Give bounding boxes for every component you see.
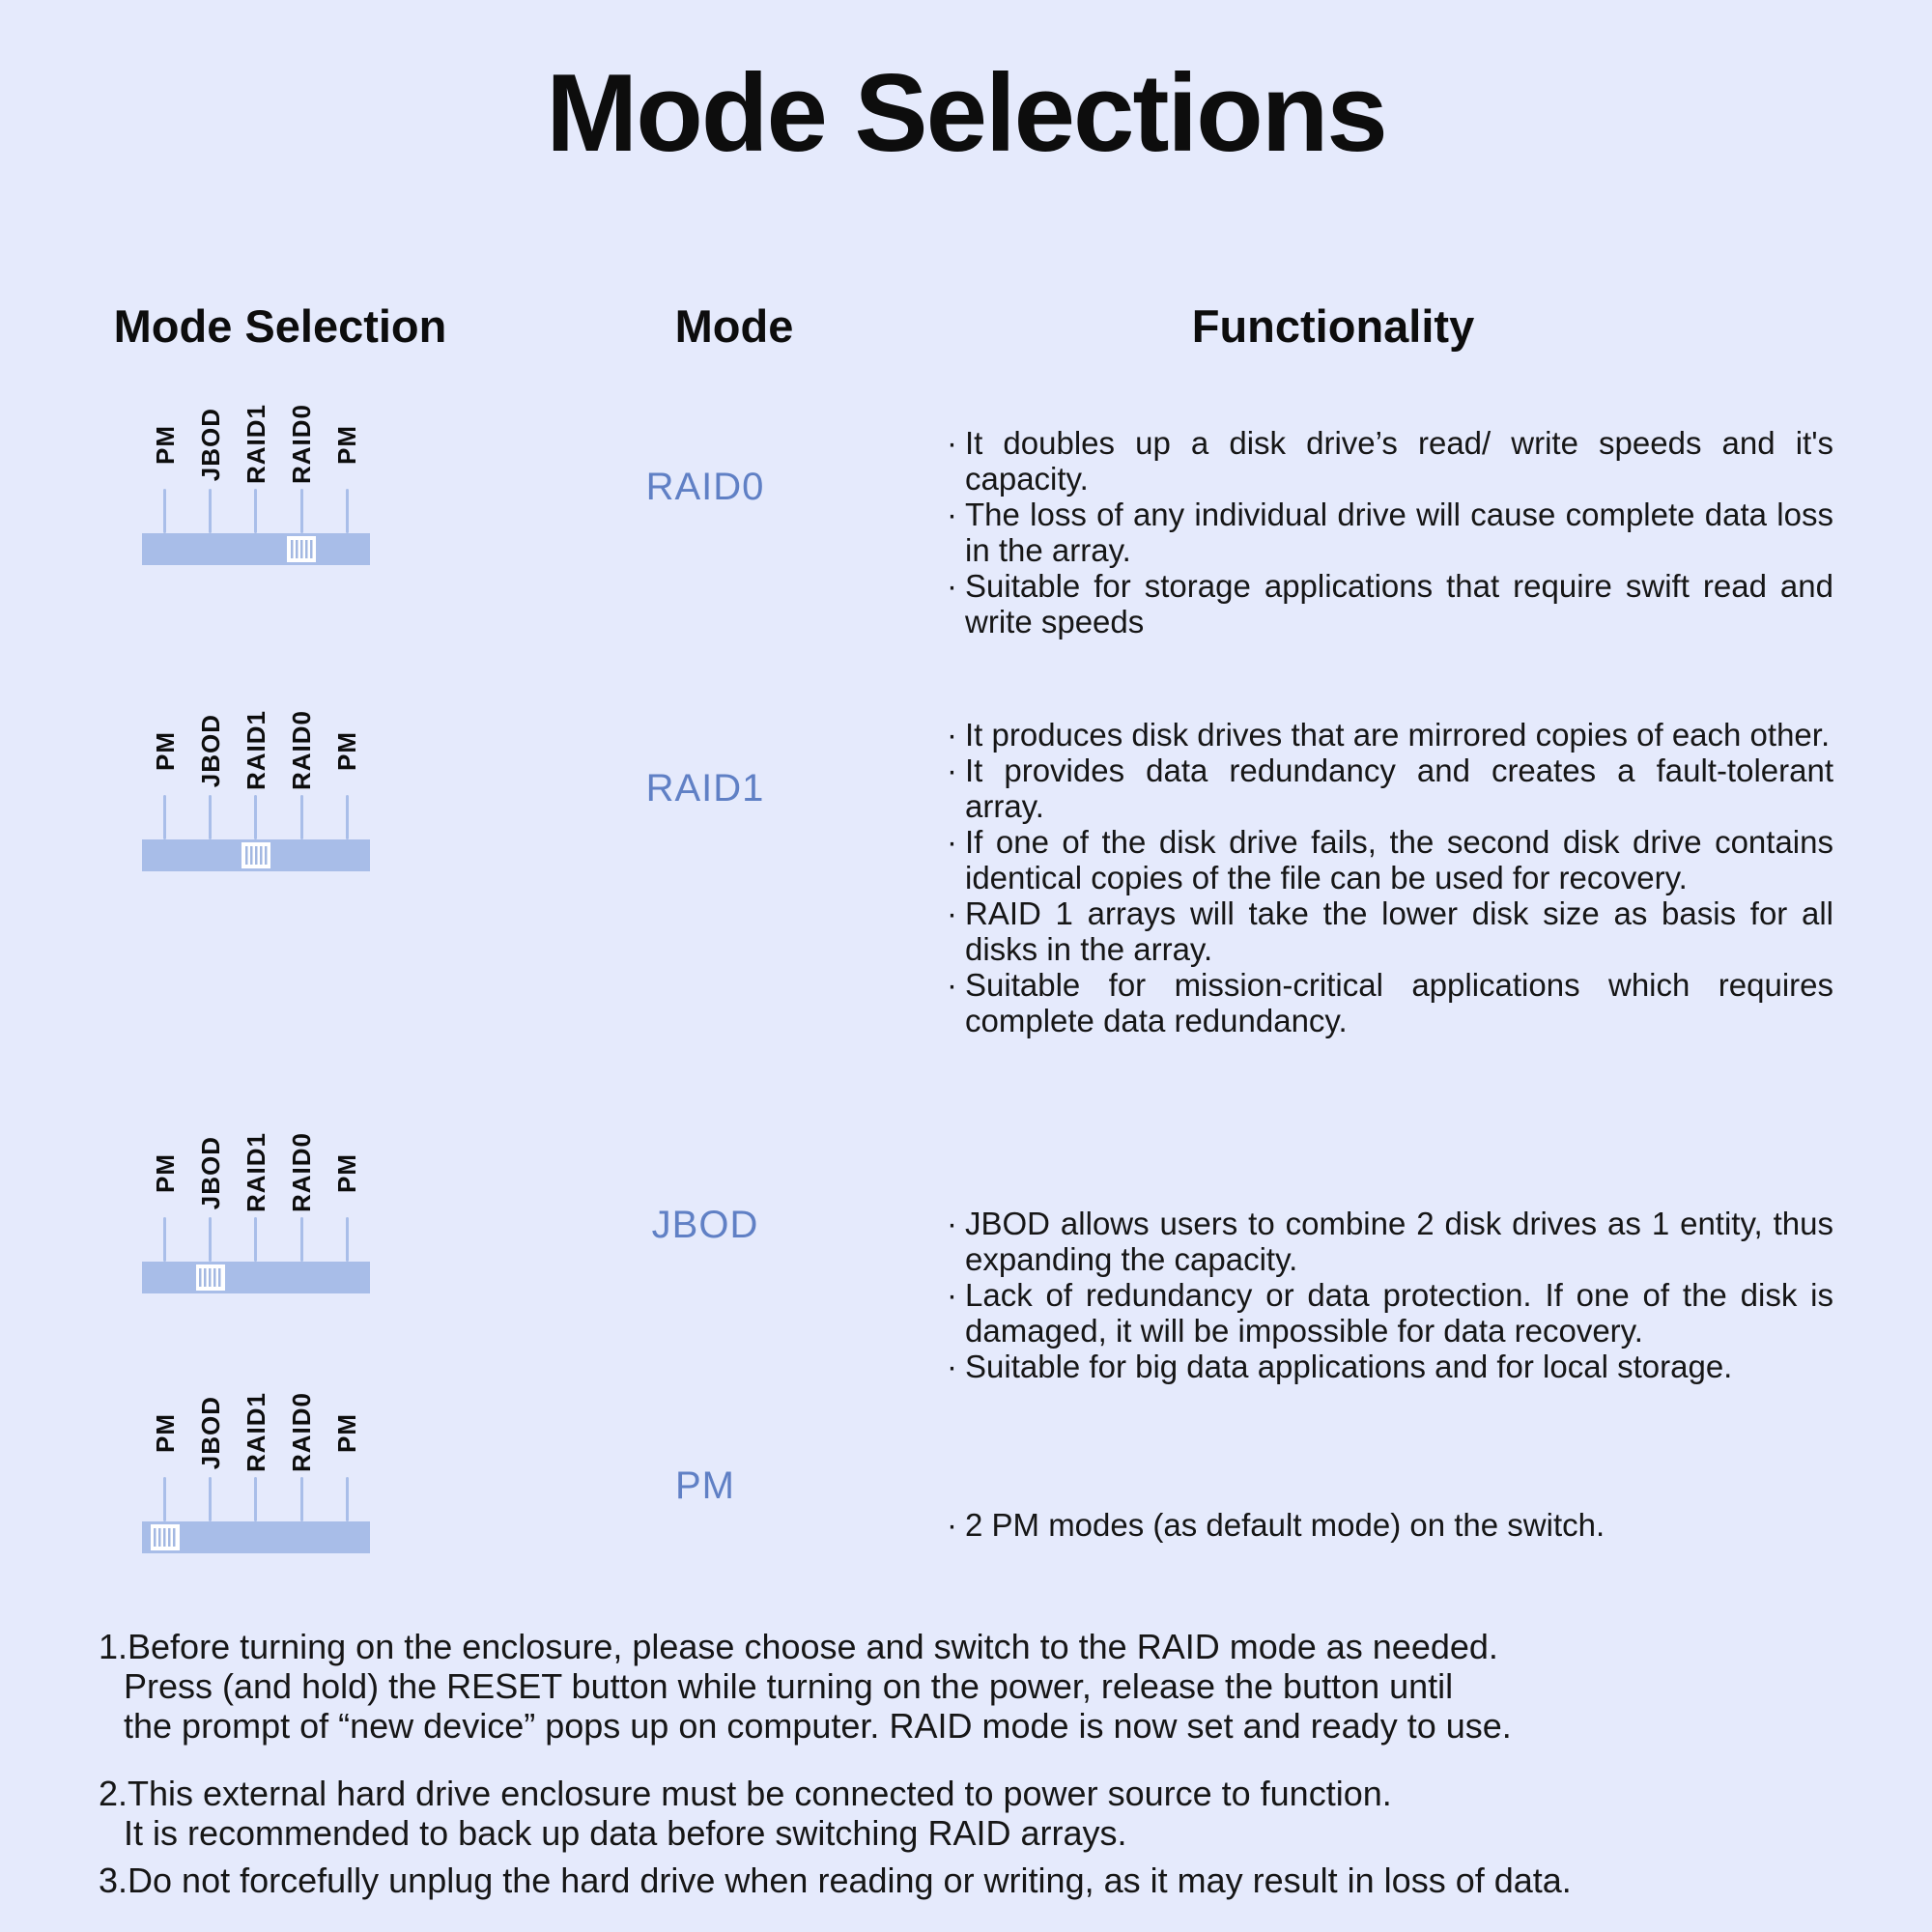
mode-name-jbod: JBOD	[651, 1204, 759, 1246]
column-header-mode: Mode	[674, 300, 794, 352]
switch-label-raid1: RAID1	[241, 710, 270, 791]
switch-label-pm-left: PM	[150, 1412, 180, 1453]
tick-line	[300, 1477, 303, 1521]
switch-diagram-jbod	[142, 1128, 370, 1293]
tick-line	[254, 1217, 257, 1262]
bullet-dot: ·	[947, 824, 957, 860]
switch-position-labels	[142, 706, 370, 839]
bullet-text: Suitable for storage applications that require swift read and write speeds	[965, 568, 1833, 639]
switch-position-jbod	[187, 400, 233, 533]
switch-label-raid0: RAID0	[287, 404, 317, 485]
tick-line	[346, 1217, 349, 1262]
column-header-mode-selection: Mode Selection	[113, 300, 447, 352]
switch-position-pm-left	[142, 706, 187, 839]
knob-stripes-icon	[245, 846, 268, 865]
switch-knob	[287, 536, 316, 562]
switch-position-pm-right	[325, 706, 370, 839]
footnote-line: 3.Do not forcefully unplug the hard drive when reading or writing, as it may result in loss of data.	[99, 1861, 1572, 1900]
switch-position-raid0	[279, 1388, 325, 1521]
bullet-dot: ·	[947, 967, 957, 1003]
bullet-dot: ·	[947, 717, 957, 753]
bullet-text: RAID 1 arrays will take the lower disk size as basis for all disks in the array.	[965, 895, 1833, 967]
knob-stripes-icon	[199, 1268, 221, 1287]
bullet-text: It provides data redundancy and creates a fault-tolerant array.	[965, 753, 1833, 824]
bullet-dot: ·	[947, 1206, 957, 1241]
switch-label-raid0: RAID0	[287, 1132, 317, 1213]
switch-position-pm-left	[142, 1128, 187, 1262]
tick-line	[346, 1477, 349, 1521]
switch-label-jbod: JBOD	[195, 713, 225, 788]
switch-position-pm-left	[142, 1388, 187, 1521]
bullet-dot: ·	[947, 425, 957, 461]
switch-position-pm-left	[142, 400, 187, 533]
footnote-line: It is recommended to back up data before switching RAID arrays.	[124, 1813, 1127, 1853]
switch-label-raid1: RAID1	[241, 404, 270, 485]
bullet-dot: ·	[947, 753, 957, 788]
bullet-dot: ·	[947, 497, 957, 532]
bullet-item	[947, 753, 1833, 824]
footnote-line: 1.Before turning on the enclosure, please choose and switch to the RAID mode as needed.	[99, 1627, 1498, 1666]
knob-stripes-icon	[154, 1528, 176, 1547]
bullet-item	[947, 824, 1833, 895]
bullet-item	[947, 717, 1833, 753]
tick-line	[300, 489, 303, 533]
tick-line	[163, 1217, 166, 1262]
bullet-item	[947, 1507, 1833, 1543]
switch-position-raid1	[233, 706, 278, 839]
tick-line	[346, 489, 349, 533]
switch-position-pm-right	[325, 400, 370, 533]
footnote-3	[99, 1861, 1886, 1900]
switch-label-pm-left: PM	[150, 424, 180, 465]
tick-line	[209, 795, 212, 839]
switch-label-raid1: RAID1	[241, 1132, 270, 1213]
switch-bar	[142, 533, 370, 565]
bullet-text: If one of the disk drive fails, the second disk drive contains identical copies of the file can be used for recovery.	[965, 824, 1833, 895]
tick-line	[163, 1477, 166, 1521]
functionality-raid1	[947, 717, 1833, 1038]
footnote-2	[99, 1774, 1886, 1853]
bullet-dot: ·	[947, 568, 957, 604]
switch-label-pm-right: PM	[332, 1152, 362, 1193]
bullet-text: It produces disk drives that are mirrored copies of each other.	[965, 717, 1831, 753]
bullet-dot: ·	[947, 1277, 957, 1313]
tick-line	[209, 489, 212, 533]
switch-position-raid1	[233, 1128, 278, 1262]
mode-name-raid1: RAID1	[645, 767, 765, 810]
bullet-text: Suitable for mission-critical applications which requires complete data redundancy.	[965, 967, 1833, 1038]
switch-position-jbod	[187, 1388, 233, 1521]
switch-position-raid0	[279, 1128, 325, 1262]
switch-position-pm-right	[325, 1128, 370, 1262]
switch-label-raid1: RAID1	[241, 1392, 270, 1473]
tick-line	[300, 1217, 303, 1262]
tick-line	[300, 795, 303, 839]
bullet-item	[947, 1277, 1833, 1349]
bullet-text: JBOD allows users to combine 2 disk drives as 1 entity, thus expanding the capacity.	[965, 1206, 1833, 1277]
switch-label-pm-right: PM	[332, 730, 362, 771]
bullet-text: The loss of any individual drive will cause complete data loss in the array.	[965, 497, 1833, 568]
bullet-item	[947, 1206, 1833, 1277]
bullet-dot: ·	[947, 1349, 957, 1384]
bullet-text: Lack of redundancy or data protection. If one of the disk is damaged, it will be impossible for data recovery.	[965, 1277, 1833, 1349]
tick-line	[254, 489, 257, 533]
page-title: Mode Selections	[546, 52, 1386, 175]
tick-line	[254, 1477, 257, 1521]
functionality-jbod	[947, 1206, 1833, 1384]
switch-label-raid0: RAID0	[287, 710, 317, 791]
switch-bar	[142, 839, 370, 871]
switch-label-jbod: JBOD	[195, 407, 225, 482]
switch-diagram-raid0	[142, 400, 370, 565]
switch-label-pm-left: PM	[150, 1152, 180, 1193]
column-header-functionality: Functionality	[1191, 300, 1475, 352]
functionality-raid0	[947, 425, 1833, 639]
switch-position-jbod	[187, 1128, 233, 1262]
footnote-line: the prompt of “new device” pops up on computer. RAID mode is now set and ready to use.	[124, 1706, 1512, 1746]
switch-label-pm-left: PM	[150, 730, 180, 771]
switch-bar	[142, 1521, 370, 1553]
bullet-item	[947, 1349, 1833, 1384]
tick-line	[209, 1217, 212, 1262]
bullet-item	[947, 425, 1833, 497]
bullet-text: Suitable for big data applications and for local storage.	[965, 1349, 1733, 1384]
tick-line	[209, 1477, 212, 1521]
mode-name-raid0: RAID0	[645, 466, 765, 508]
switch-knob	[151, 1524, 180, 1550]
switch-position-labels	[142, 400, 370, 533]
bullet-text: It doubles up a disk drive’s read/ write speeds and it's capacity.	[965, 425, 1833, 497]
switch-diagram-pm	[142, 1388, 370, 1553]
bullet-dot: ·	[947, 1507, 957, 1543]
footnote-line: 2.This external hard drive enclosure must be connected to power source to function.	[99, 1774, 1392, 1813]
switch-position-labels	[142, 1388, 370, 1521]
functionality-pm	[947, 1507, 1833, 1543]
footnote-1	[99, 1627, 1886, 1746]
switch-knob	[242, 842, 270, 868]
switch-label-raid0: RAID0	[287, 1392, 317, 1473]
switch-position-jbod	[187, 706, 233, 839]
footnote-line: Press (and hold) the RESET button while turning on the power, release the button until	[124, 1666, 1454, 1706]
knob-stripes-icon	[291, 540, 313, 558]
switch-bar	[142, 1262, 370, 1293]
tick-line	[346, 795, 349, 839]
tick-line	[163, 795, 166, 839]
bullet-dot: ·	[947, 895, 957, 931]
mode-name-pm: PM	[675, 1464, 735, 1507]
bullet-item	[947, 568, 1833, 639]
switch-knob	[196, 1264, 225, 1291]
switch-diagram-raid1	[142, 706, 370, 871]
bullet-item	[947, 967, 1833, 1038]
switch-label-jbod: JBOD	[195, 1395, 225, 1470]
bullet-item	[947, 497, 1833, 568]
tick-line	[163, 489, 166, 533]
bullet-text: 2 PM modes (as default mode) on the switch.	[965, 1507, 1605, 1543]
switch-position-raid1	[233, 400, 278, 533]
switch-label-pm-right: PM	[332, 424, 362, 465]
switch-position-raid1	[233, 1388, 278, 1521]
switch-label-jbod: JBOD	[195, 1135, 225, 1210]
switch-position-labels	[142, 1128, 370, 1262]
bullet-item	[947, 895, 1833, 967]
switch-position-raid0	[279, 706, 325, 839]
switch-position-raid0	[279, 400, 325, 533]
tick-line	[254, 795, 257, 839]
switch-position-pm-right	[325, 1388, 370, 1521]
switch-label-pm-right: PM	[332, 1412, 362, 1453]
